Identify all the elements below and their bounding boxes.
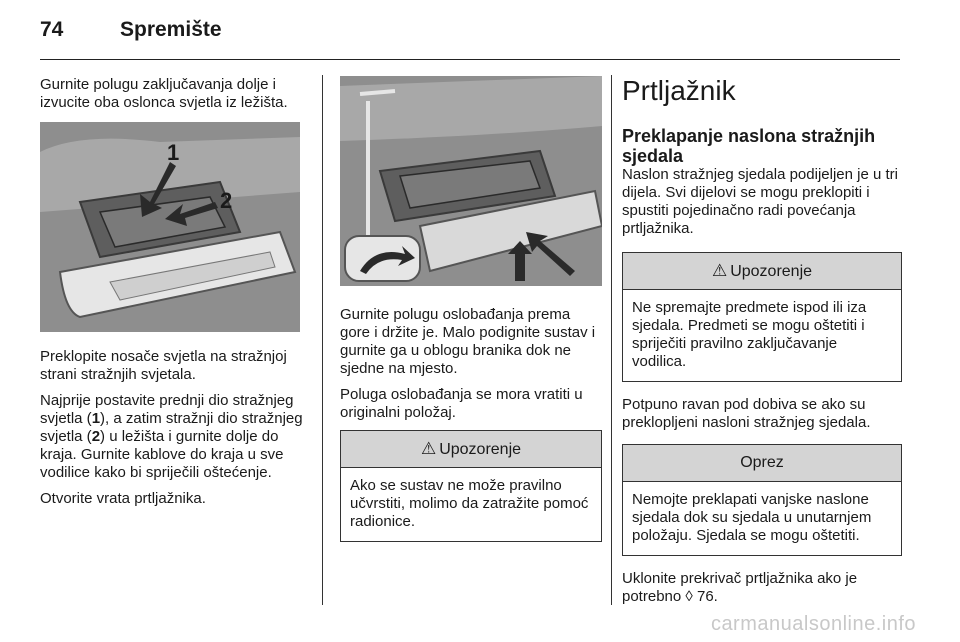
column-divider-2	[611, 75, 612, 605]
bumper-insertion-figure	[340, 76, 602, 286]
instruction-text: Potpuno ravan pod dobiva se ako su preklopljeni nasloni stražnjeg sjedala.	[622, 396, 871, 431]
section-title: Prtljažnik	[622, 75, 736, 106]
instruction-text	[40, 392, 310, 482]
instruction-text: Preklopite nosače svjetla na stražnjoj strani stražnjih svjetala.	[40, 348, 287, 383]
text-run: ), a zatim stražnji dio stražnjeg svjetla (	[40, 410, 303, 445]
instruction-text: Otvorite vrata prtljažnika.	[40, 490, 206, 507]
warning-icon: ⚠	[711, 261, 728, 280]
column-divider-1	[322, 75, 323, 605]
warning-text: Ne spremajte predmete ispod ili iza sjedala. Predmeti se mogu oštetiti i spriječiti pravilno zaključavanje vodilica.	[632, 299, 867, 370]
figure-label-1: 1	[167, 140, 180, 165]
header-rule	[40, 59, 900, 60]
middle-column	[340, 76, 602, 556]
instruction-text: Gurnite polugu zaključavanja dolje i izvucite oba oslonca svjetla iz ležišta.	[40, 76, 288, 111]
warning-title: Upozorenje	[730, 263, 813, 280]
warning-box	[622, 252, 902, 382]
text-run: Uklonite prekrivač prtljažnika ako je potrebno	[622, 570, 858, 605]
instruction-text: Naslon stražnjeg sjedala podijeljen je u tri dijela. Svi dijelovi se mogu preklopiti i spustiti pojedinačno radi povećanja prtljažnika.	[622, 166, 898, 237]
instruction-text: Poluga oslobađanja se mora vratiti u originalni položaj.	[340, 386, 583, 421]
text-run: Najprije postavite prednji dio stražnjeg svjetla (	[40, 392, 294, 427]
figure-label-2: 2	[220, 188, 233, 213]
text-run: ) u ležišta i gurnite dolje do kraja. Gurnite kablove do kraja u sve vodilice kako bi spriječili oštećenje.	[40, 428, 284, 481]
instruction-text: Gurnite polugu oslobađanja prema gore i držite je. Malo podignite sustav i gurnite ga u oblogu branika dok ne sjedne na mjesto.	[340, 306, 596, 377]
warning-title: Upozorenje	[439, 441, 522, 458]
ref-number: 2	[91, 428, 101, 445]
page-ref-icon: ◊	[685, 588, 693, 605]
warning-header	[341, 431, 601, 468]
warning-header	[623, 253, 901, 290]
right-column	[622, 76, 902, 614]
warning-text: Ako se sustav ne može pravilno učvrstiti, molimo da zatražite pomoć radionice.	[350, 477, 589, 530]
page-ref-link[interactable]: 76.	[692, 588, 718, 605]
caution-box	[622, 444, 902, 556]
subsection-title: Preklapanje naslona stražnjih sjedala	[622, 126, 876, 166]
page-number: 74	[40, 18, 64, 41]
page-title: Spremište	[120, 18, 222, 41]
instruction-text	[622, 570, 902, 606]
caution-text: Nemojte preklapati vanjske naslone sjedala dok su sjedala u unutarnjem položaju. Sjedala se mogu oštetiti.	[632, 491, 872, 544]
ref-number: 1	[91, 410, 101, 427]
watermark: carmanualsonline.info	[710, 613, 916, 635]
left-column	[40, 76, 310, 516]
warning-icon: ⚠	[420, 439, 437, 458]
caution-header: Oprez	[623, 445, 901, 482]
tail-light-removal-figure	[40, 122, 300, 332]
warning-box	[340, 430, 602, 542]
